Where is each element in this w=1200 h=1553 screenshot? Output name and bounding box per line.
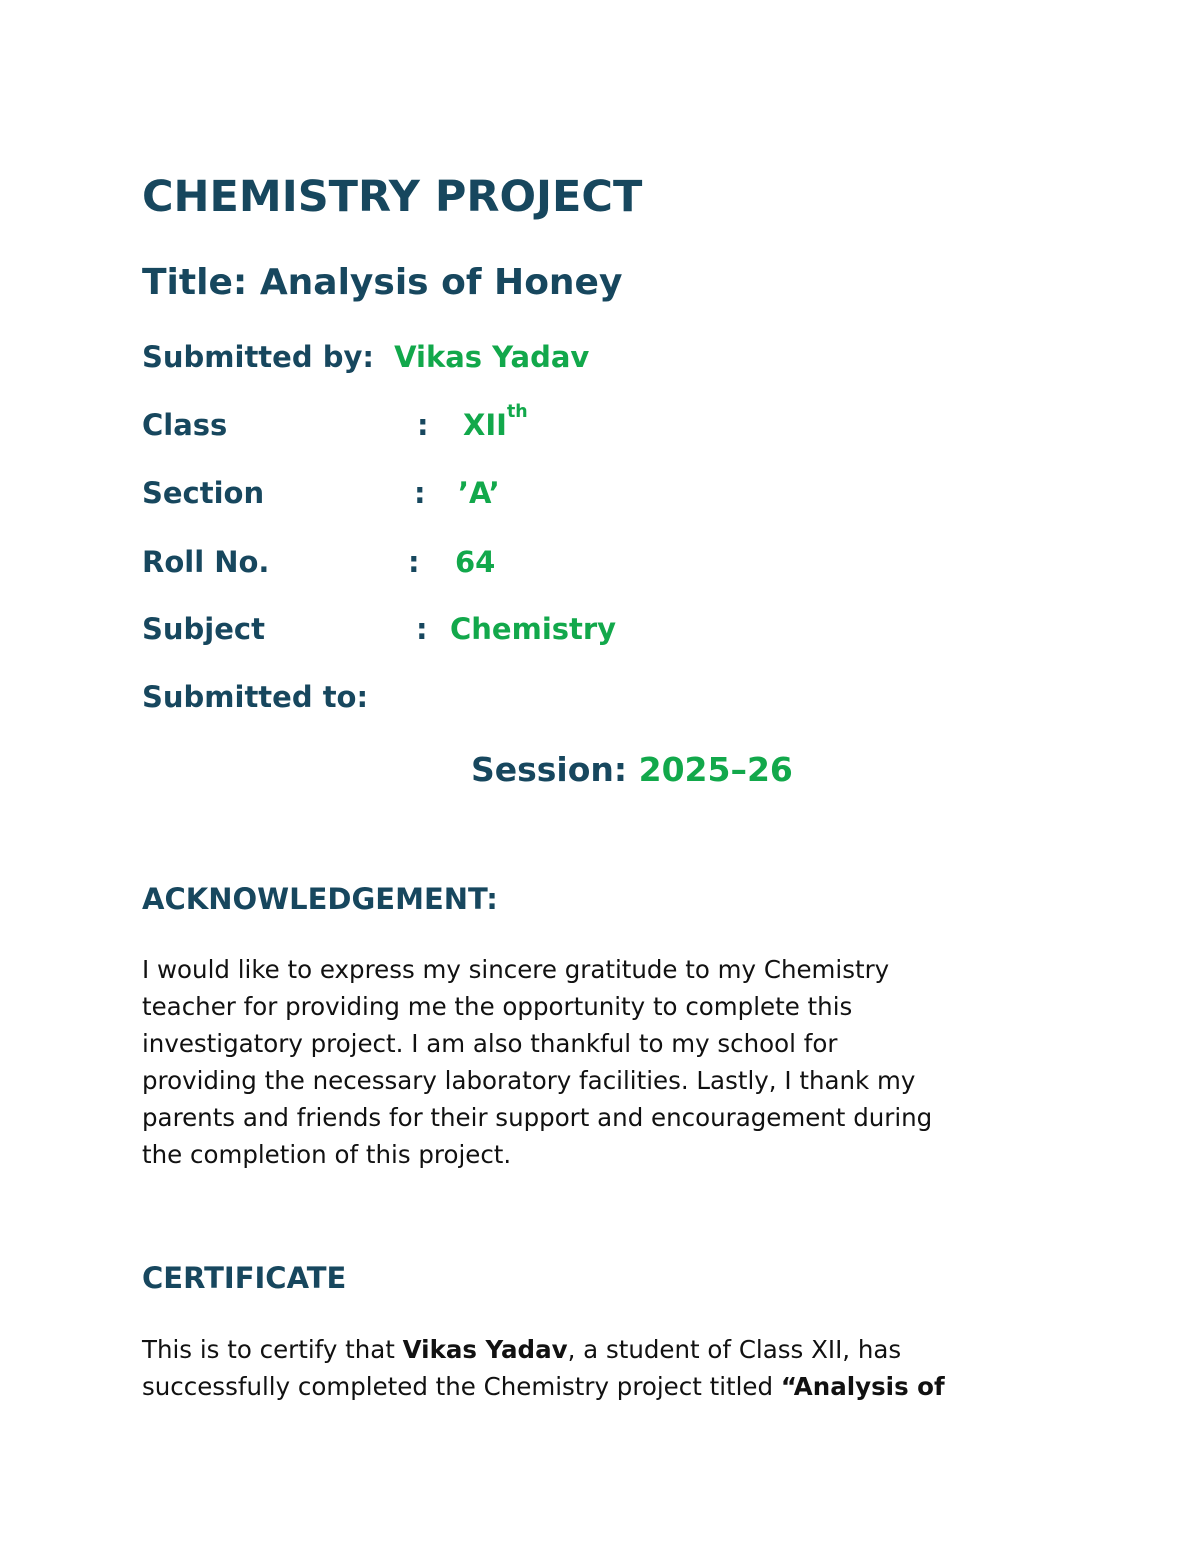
class-value-text: XII [463,408,507,442]
project-title-quote: “Analysis of [780,1372,945,1401]
title-label: Title: [142,262,248,303]
section-label: Section [142,476,265,510]
acknowledgement-line: parents and friends for their support and encouragement during [142,1103,933,1132]
certificate-line-1 [142,1331,1062,1368]
acknowledgement-line: teacher for providing me the opportunity to complete this [142,992,853,1021]
certificate-paragraph [142,1331,1062,1405]
section-value: ’A’ [458,476,500,510]
certificate-heading: CERTIFICATE [142,1261,347,1295]
certificate-line-2 [142,1368,1062,1405]
class-colon: : [417,408,429,442]
session-row [471,750,793,789]
title-value: Analysis of Honey [259,262,623,303]
section-colon: : [414,476,426,510]
acknowledgement-heading: ACKNOWLEDGEMENT: [142,882,498,916]
certificate-line-1-prefix: This is to certify that [142,1335,403,1364]
subject-label: Subject [142,612,265,646]
student-name: Vikas Yadav [402,1335,568,1364]
acknowledgement-line: I would like to express my sincere gratitude to my Chemistry [142,955,890,984]
acknowledgement-line: the completion of this project. [142,1140,512,1169]
project-heading: CHEMISTRY PROJECT [142,172,643,222]
session-value: 2025–26 [638,750,793,789]
class-label: Class [142,408,228,442]
submitted-by-label: Submitted by: [142,340,374,374]
submitted-by-row [142,340,589,374]
class-value-sup: th [506,402,528,422]
certificate-line-2-prefix: successfully completed the Chemistry project titled [142,1372,781,1401]
subject-colon: : [416,612,428,646]
acknowledgement-line: providing the necessary laboratory facilities. Lastly, I thank my [142,1066,916,1095]
roll-no-colon: : [408,545,420,579]
acknowledgement-line: investigatory project. I am also thankful to my school for [142,1029,838,1058]
acknowledgement-paragraph [142,951,1062,1173]
subject-value: Chemistry [450,612,617,646]
submitted-by-value: Vikas Yadav [394,340,590,374]
class-value [463,402,528,442]
roll-no-label: Roll No. [142,545,270,579]
project-title [142,262,622,303]
session-label: Session: [471,750,628,789]
roll-no-value: 64 [455,545,496,579]
submitted-to-label: Submitted to: [142,680,369,714]
certificate-line-1-suffix: , a student of Class XII, has [567,1335,902,1364]
